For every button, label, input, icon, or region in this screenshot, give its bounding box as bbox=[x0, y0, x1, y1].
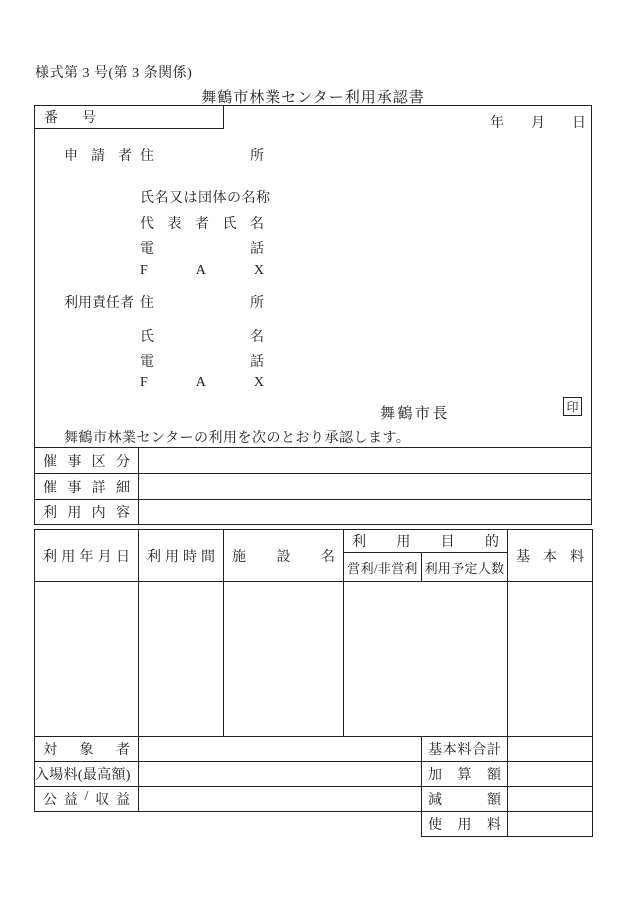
applicant-phone-label: 電 話 bbox=[140, 242, 264, 257]
basic-fee-total-label-cell: 基 本 料 合 計 bbox=[422, 737, 508, 762]
col-header-profit-nonprofit: 営利/非営利 bbox=[344, 553, 422, 582]
applicant-orgname-line bbox=[64, 187, 271, 207]
body-cell-usage-time[interactable] bbox=[139, 582, 224, 737]
applicant-address-label: 住 所 bbox=[140, 149, 264, 164]
usage-content-label-cell: 利 用 内 容 bbox=[35, 500, 139, 524]
mayor-label: 舞鶴市長 bbox=[380, 406, 451, 422]
empty-corner-cell bbox=[35, 812, 422, 837]
seal-label: 印 bbox=[566, 400, 579, 414]
applicant-representative-line bbox=[64, 213, 264, 233]
applicant-representative-label: 代 表 者 氏 名 bbox=[140, 217, 264, 232]
col-header-facility-name: 施 設 名 bbox=[224, 530, 344, 582]
event-category-value-cell[interactable] bbox=[139, 448, 591, 473]
applicant-orgname-label: 氏名又は団体の名称 bbox=[140, 191, 271, 206]
usage-content-value-cell[interactable] bbox=[139, 500, 591, 524]
basic-fee-total-value-cell[interactable] bbox=[508, 737, 593, 762]
col-header-usage-time: 利 用 時 間 bbox=[139, 530, 224, 582]
addition-amount-value-cell[interactable] bbox=[508, 762, 593, 787]
page-title: 舞鶴市林業センター利用承認書 bbox=[201, 90, 425, 106]
body-cell-basic-fee[interactable] bbox=[508, 582, 593, 737]
reduction-amount-label-cell: 減 額 bbox=[422, 787, 508, 812]
public-benefit-value-cell[interactable] bbox=[139, 787, 422, 812]
body-cell-facility-name[interactable] bbox=[224, 582, 344, 737]
col-header-usage-purpose: 利 用 目 的 bbox=[344, 530, 508, 553]
admission-fee-label-cell: 入場料(最高額) bbox=[35, 762, 139, 787]
body-cell-usage-date[interactable] bbox=[35, 582, 139, 737]
responsible-name-label: 氏 名 bbox=[140, 330, 264, 345]
addition-amount-label-cell: 加 算 額 bbox=[422, 762, 508, 787]
seal-box bbox=[563, 397, 582, 416]
responsible-fax-line bbox=[64, 375, 264, 391]
responsible-address-line bbox=[64, 292, 264, 312]
date-line: 年 月 日 bbox=[490, 116, 586, 131]
target-person-label-cell: 対 象 者 bbox=[35, 737, 139, 762]
applicant-phone-line bbox=[64, 238, 264, 258]
responsible-name-line bbox=[64, 326, 264, 346]
number-label-cell: 番 号 bbox=[35, 106, 106, 129]
responsible-phone-label: 電 話 bbox=[140, 355, 264, 370]
col-header-usage-date: 利 用 年 月 日 bbox=[35, 530, 139, 582]
responsible-phone-line bbox=[64, 351, 264, 371]
event-detail-row bbox=[35, 473, 591, 499]
usage-content-row bbox=[35, 499, 591, 524]
col-header-expected-people: 利用予定人数 bbox=[422, 553, 508, 582]
responsible-address-label: 住 所 bbox=[140, 296, 264, 311]
usage-fee-label-cell: 使 用 料 bbox=[422, 812, 508, 837]
responsible-fax-label: F A X bbox=[140, 375, 264, 390]
applicant-address-line bbox=[64, 145, 264, 165]
target-person-value-cell[interactable] bbox=[139, 737, 422, 762]
usage-fee-value-cell[interactable] bbox=[508, 812, 593, 837]
main-block bbox=[34, 105, 592, 525]
responsible-role-label: 利 用 責 任 者 bbox=[64, 296, 134, 311]
admission-fee-value-cell[interactable] bbox=[139, 762, 422, 787]
reduction-amount-value-cell[interactable] bbox=[508, 787, 593, 812]
public-benefit-label-cell: 公 益 / 収 益 bbox=[35, 787, 139, 812]
applicant-role-label: 申 請 者 bbox=[64, 149, 132, 164]
form-code: 様式第 3 号(第 3 条関係) bbox=[35, 66, 193, 81]
number-input-box[interactable] bbox=[105, 106, 224, 129]
applicant-fax-label: F A X bbox=[140, 263, 264, 278]
col-header-basic-fee: 基 本 料 bbox=[508, 530, 593, 582]
event-detail-value-cell[interactable] bbox=[139, 474, 591, 499]
event-category-row bbox=[35, 447, 591, 473]
approval-sentence: 舞鶴市林業センターの利用を次のとおり承認します。 bbox=[64, 431, 411, 446]
applicant-fax-line bbox=[64, 263, 264, 279]
event-detail-label-cell: 催 事 詳 細 bbox=[35, 474, 139, 499]
body-cell-usage-purpose[interactable] bbox=[344, 582, 508, 737]
event-category-label-cell: 催 事 区 分 bbox=[35, 448, 139, 473]
schedule-fee-table bbox=[34, 529, 593, 837]
